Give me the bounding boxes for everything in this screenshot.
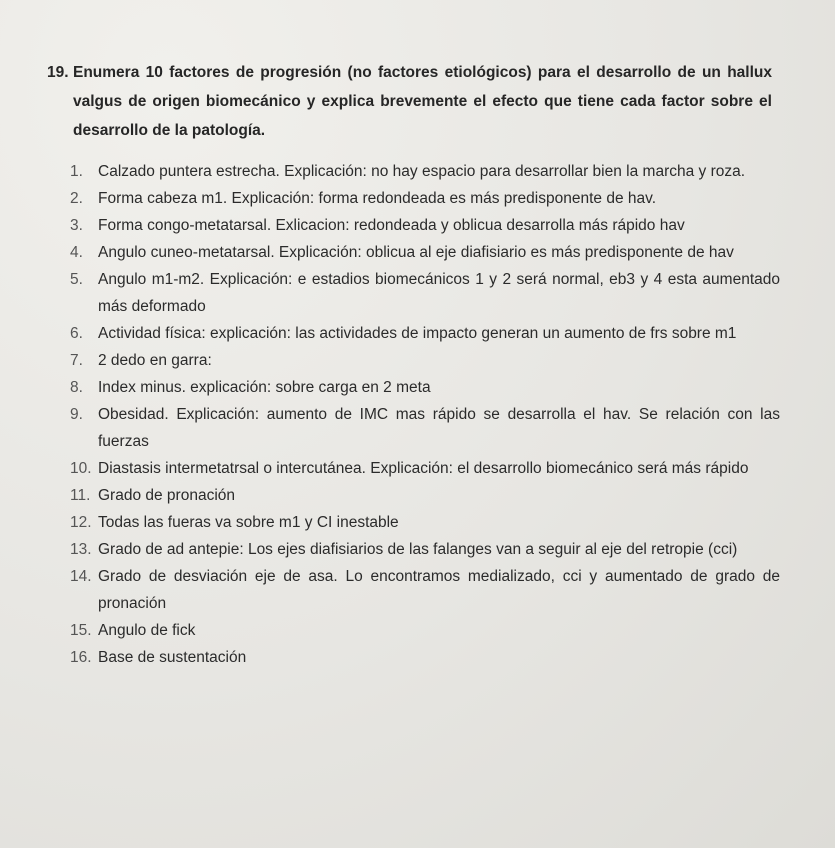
item-number: 10. <box>70 460 92 477</box>
item-text: 2 dedo en garra: <box>98 352 212 369</box>
item-number: 1. <box>70 163 83 180</box>
item-number: 5. <box>70 271 83 288</box>
list-item <box>70 239 780 266</box>
item-text: Grado de ad antepie: Los ejes diafisiarios de las falanges van a seguir al eje del retropie (cci) <box>98 541 738 558</box>
item-number: 16. <box>70 649 92 666</box>
list-item <box>70 563 780 617</box>
item-number: 11. <box>70 487 91 504</box>
item-text: Angulo m1-m2. Explicación: e estadios biomecánicos 1 y 2 será normal, eb3 y 4 esta aumentado más deformado <box>98 271 780 315</box>
list-item <box>70 482 780 509</box>
item-text: Actividad física: explicación: las actividades de impacto generan un aumento de frs sobre m1 <box>98 325 737 342</box>
item-text: Calzado puntera estrecha. Explicación: no hay espacio para desarrollar bien la marcha y roza. <box>98 163 746 180</box>
item-text: Index minus. explicación: sobre carga en 2 meta <box>98 379 431 396</box>
list-item <box>70 212 780 239</box>
list-item <box>70 266 780 320</box>
list-item <box>70 347 780 374</box>
item-number: 12. <box>70 514 92 531</box>
item-text: Todas las fueras va sobre m1 y CI inestable <box>98 514 399 531</box>
item-number: 2. <box>70 190 83 207</box>
list-item <box>70 374 780 401</box>
list-item <box>70 320 780 347</box>
item-number: 13. <box>70 541 92 558</box>
item-text: Diastasis intermetatrsal o intercutánea. Explicación: el desarrollo biomecánico será más rápido <box>98 460 749 477</box>
list-item <box>70 509 780 536</box>
list-item <box>70 617 780 644</box>
item-number: 3. <box>70 217 83 234</box>
list-item <box>70 158 780 185</box>
list-item <box>70 536 780 563</box>
question-block <box>47 58 772 145</box>
list-item <box>70 455 780 482</box>
question-number: 19. <box>47 64 69 81</box>
item-number: 9. <box>70 406 83 423</box>
question-text: Enumera 10 factores de progresión (no factores etiológicos) para el desarrollo de un hallux valgus de origen biomecánico y explica brevemente el efecto que tiene cada factor sobre el desarrollo de la patología. <box>73 64 772 139</box>
item-number: 14. <box>70 568 92 585</box>
item-text: Obesidad. Explicación: aumento de IMC mas rápido se desarrolla el hav. Se relación con las fuerzas <box>98 406 780 450</box>
item-number: 4. <box>70 244 83 261</box>
item-text: Angulo de fick <box>98 622 196 639</box>
list-item <box>70 185 780 212</box>
item-number: 7. <box>70 352 83 369</box>
item-number: 8. <box>70 379 83 396</box>
item-text: Angulo cuneo-metatarsal. Explicación: oblicua al eje diafisiario es más predisponente de hav <box>98 244 734 261</box>
item-number: 6. <box>70 325 83 342</box>
item-number: 15. <box>70 622 92 639</box>
item-text: Forma congo-metatarsal. Exlicacion: redondeada y oblicua desarrolla más rápido hav <box>98 217 685 234</box>
list-item <box>70 401 780 455</box>
item-text: Base de sustentación <box>98 649 247 666</box>
item-text: Forma cabeza m1. Explicación: forma redondeada es más predisponente de hav. <box>98 190 657 207</box>
item-text: Grado de pronación <box>98 487 236 504</box>
list-item <box>70 644 780 671</box>
item-text: Grado de desviación eje de asa. Lo encontramos medializado, cci y aumentado de grado de pronación <box>98 568 780 612</box>
answer-list <box>70 158 780 671</box>
